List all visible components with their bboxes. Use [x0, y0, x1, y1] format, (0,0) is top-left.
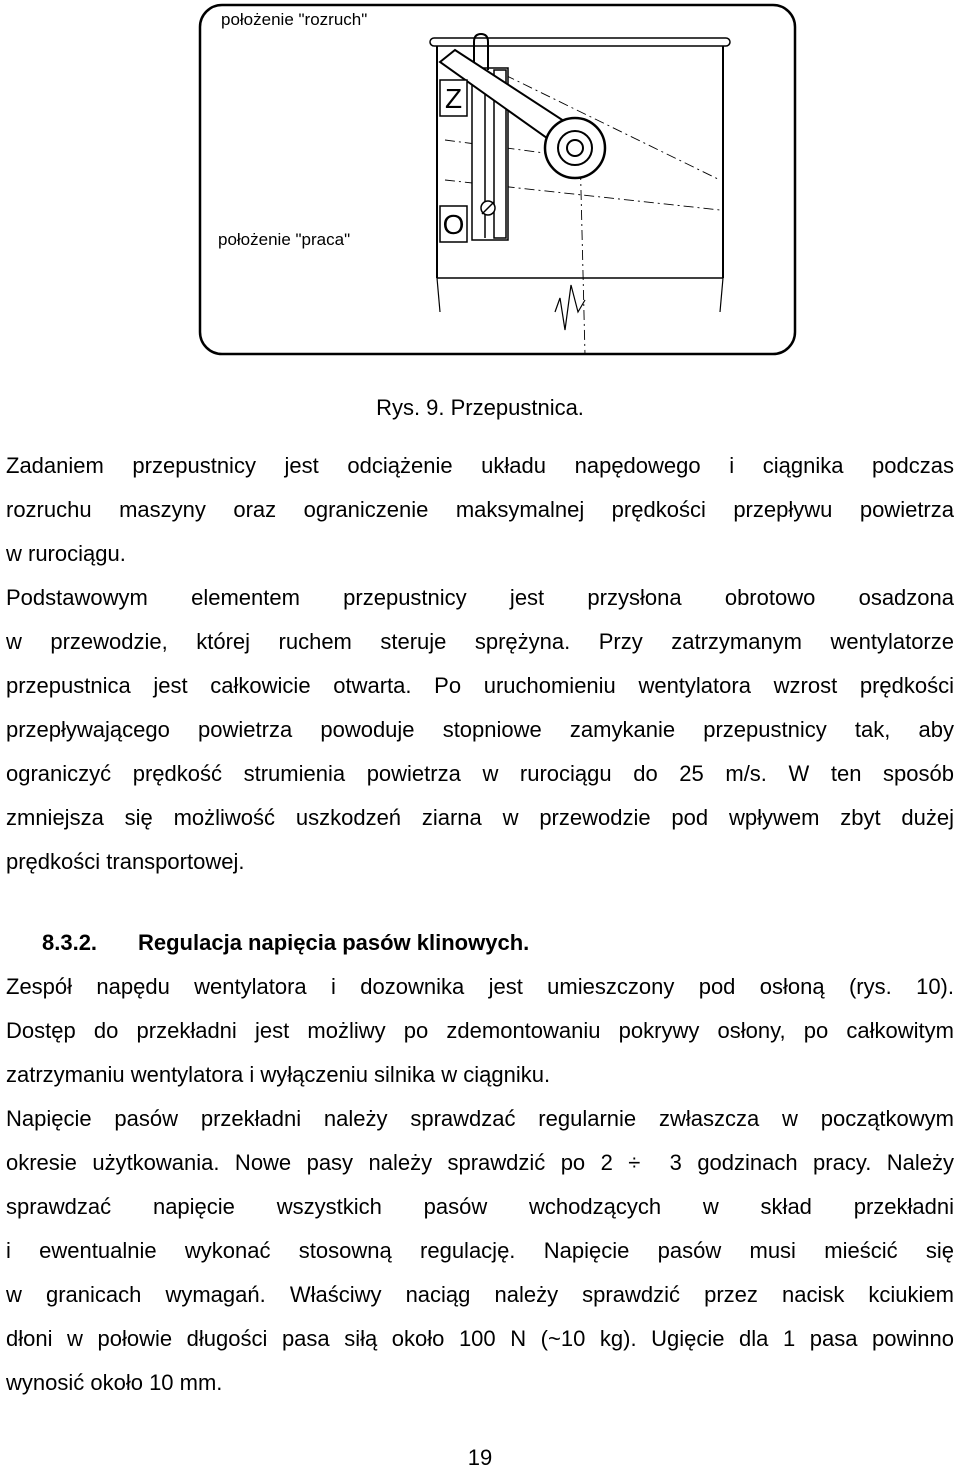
text-line: przepustnica jest całkowicie otwarta. Po uruchomieniu wentylatora wzrost prędkości — [6, 673, 954, 698]
screw-icon — [481, 201, 495, 215]
text-line: w granicach wymagań. Właściwy naciąg należy sprawdzić przez nacisk kciukiem — [6, 1282, 954, 1307]
text-line: prędkości transportowej. — [6, 849, 245, 874]
mark-o: O — [442, 209, 465, 240]
text-line: rozruchu maszyny oraz ograniczenie maksymalnej prędkości przepływu powietrza — [6, 497, 954, 522]
text-line: przepływającego powietrza powoduje stopniowe zamykanie przepustnicy tak, aby — [6, 717, 954, 742]
text-line: ograniczyć prędkość strumienia powietrza w rurociągu do 25 m/s. W ten sposób — [6, 761, 954, 786]
paragraph-belts — [6, 965, 954, 1405]
text-line: sprawdzać napięcie wszystkich pasów wchodzących w skład przekładni — [6, 1194, 954, 1219]
text-line: Napięcie pasów przekładni należy sprawdzać regularnie zwłaszcza w początkowym — [6, 1106, 954, 1131]
text-fragment: okresie użytkowania. Nowe pasy należy sprawdzić po 2 — [6, 1150, 613, 1175]
text-fragment: 3 godzinach pracy. Należy — [669, 1150, 954, 1175]
figure-caption: Rys. 9. Przepustnica. — [376, 395, 584, 420]
text-line: Zadaniem przepustnicy jest odciążenie układu napędowego i ciągnika podczas — [6, 453, 954, 478]
paragraph-purpose — [6, 444, 954, 884]
label-rozruch: położenie "rozruch" — [221, 10, 368, 29]
text-line: Podstawowym elementem przepustnicy jest przysłona obrotowo osadzona — [6, 585, 954, 610]
mark-z: Z — [444, 83, 463, 114]
throttle-figure — [0, 0, 960, 372]
page-number: 19 — [467, 1445, 493, 1470]
text-line: Zespół napędu wentylatora i dozownika jest umieszczony pod osłoną (rys. 10). — [6, 974, 954, 999]
section-title: Regulacja napięcia pasów klinowych. — [138, 930, 530, 955]
text-line: zatrzymaniu wentylatora i wyłączeniu silnika w ciągniku. — [6, 1062, 551, 1087]
text-line: zmniejsza się możliwość uszkodzeń ziarna w przewodzie pod wpływem zbyt dużej — [6, 805, 954, 830]
text-line: dłoni w połowie długości pasa siłą około 100 N (~10 kg). Ugięcie dla 1 pasa powinno — [6, 1326, 954, 1351]
section-number: 8.3.2. — [42, 930, 98, 955]
section-heading — [42, 921, 529, 965]
text-line: w przewodzie, której ruchem steruje sprężyna. Przy zatrzymanym wentylatorze — [6, 629, 954, 654]
text-line: i ewentualnie wykonać stosowną regulację. Napięcie pasów musi mieścić się — [6, 1238, 954, 1263]
text-line: Dostęp do przekładni jest możliwy po zdemontowaniu pokrywy osłony, po całkowitym — [6, 1018, 954, 1043]
label-praca: położenie "praca" — [218, 230, 351, 249]
text-line — [6, 1141, 954, 1185]
text-line: w rurociągu. — [6, 541, 126, 566]
text-line: wynosić około 10 mm. — [6, 1370, 223, 1395]
range-symbol: ÷ — [628, 1150, 641, 1175]
